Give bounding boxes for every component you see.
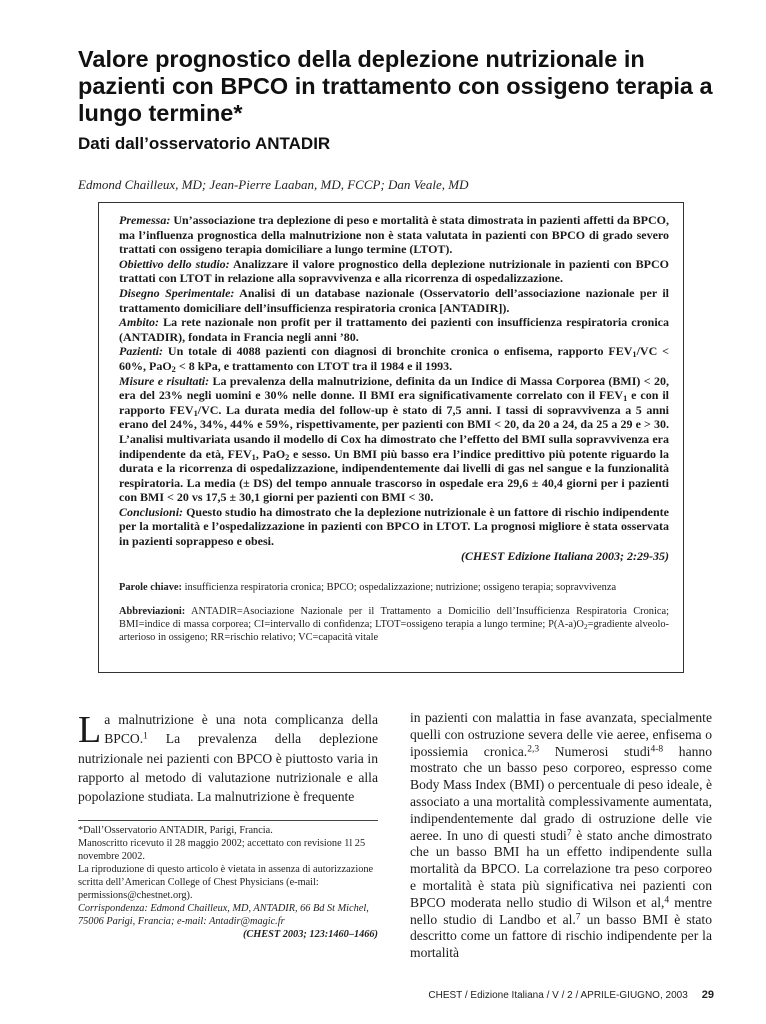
- abbreviations-label: Abbreviazioni:: [119, 605, 186, 617]
- misure-sub-1: 1: [623, 394, 628, 404]
- footer-journal: CHEST / Edizione Italiana / V / 2 / APRILE-GIUGNO, 2003: [428, 990, 688, 1001]
- abstract-premessa: [119, 213, 669, 257]
- right-text-f: un basso BMI è stato descritto come un fattore di rischio indipendente per la mortalità: [410, 911, 713, 961]
- left-text-b: La prevalenza della deplezione nutrizionale nei pazienti con BPCO è piuttosto varia in rapporto al metodo di valutazione nutrizionale e alla popolazione studiata. La malnutrizione è frequente: [78, 731, 378, 805]
- footnote-affiliation: *Dall’Osservatorio ANTADIR, Parigi, Francia.: [78, 825, 273, 836]
- abstract-pazienti: [119, 344, 669, 373]
- pazienti-sub-2: 2: [171, 365, 176, 375]
- right-ref-5: 7: [575, 912, 581, 923]
- body-paragraph-left: [78, 710, 378, 806]
- abbreviations-text-b: =gradiente alveolo-arterioso in ossigeno; RR=rischio relativo; VC=capacità vitale: [119, 619, 669, 644]
- right-text-a: in pazienti con malattia in fase avanzata, specialmente quelli con ostruzione severa delle vie aeree, enfisema o ipossiemia cronica.: [410, 710, 712, 759]
- page-footer: [420, 988, 714, 1003]
- abbreviations: [119, 605, 669, 645]
- misure-label: Misure e risultati:: [119, 373, 210, 388]
- dropcap: L: [78, 709, 102, 751]
- abstract-ambito: [119, 315, 669, 344]
- footnotes: [78, 824, 378, 941]
- right-text-b: Numerosi studi: [539, 743, 651, 759]
- abstract-box: [98, 202, 684, 673]
- body-column-right: [410, 710, 712, 962]
- misure-sub-4: 2: [285, 452, 290, 462]
- pazienti-text-a: Un totale di 4088 pazienti con diagnosi di bronchite cronica o enfisema, rapporto FEV: [167, 344, 633, 359]
- disegno-label: Disegno Sperimentale:: [119, 285, 235, 300]
- misure-sub-2: 1: [193, 408, 198, 418]
- misure-text-e: e sesso. Un BMI più basso era l’indice predittivo più potente riguardo la durata e la ricorrenza di ospedalizzazione, indipendentemente dai livelli di gas nel sangue e la funzionalità respiratoria. La media (± DS) del tempo annuale trascorso in ospedale era 29,6 ± 40,4 giorni per i pazienti con BMI < 20 vs 17,5 ± 30,1 giorni per pazienti con BMI < 30.: [119, 446, 669, 505]
- conclusioni-text: Questo studio ha dimostrato che la deplezione nutrizionale è un fattore di rischio indipendente per la mortalità e l’ospedalizzazione in pazienti con BPCO in LTOT. La prognosi migliore è stata osservata in pazienti soprappeso e obesi.: [119, 504, 669, 549]
- right-ref-3: 7: [566, 828, 572, 839]
- left-ref-1: 1: [143, 732, 148, 743]
- footnote-rule: [78, 820, 378, 821]
- left-text-a: a malnutrizione è una nota complicanza della BPCO.: [104, 712, 378, 747]
- right-text-e: mentre nello studio di Landbo et al.: [410, 894, 712, 927]
- obiettivo-text: Analizzare il valore prognostico della deplezione nutrizionale in pazienti con BPCO trattati con LTOT in relazione alla sopravvivenza e alla ricorrenza di ospedalizzazione.: [119, 256, 670, 286]
- ambito-text: La rete nazionale non profit per il trattamento dei pazienti con insufficienza respiratoria cronica (ANTADIR), fondata in Francia negli anni ’80.: [119, 315, 670, 344]
- right-text-c: hanno mostrato che un basso peso corporeo, espresso come Body Mass Index (BMI) o percentuale di peso ideale, è associato a una mortalità complessivamente aumentata, indipendentemente dal grado di ostruzione delle vie aeree. In uno di questi studi: [410, 743, 712, 843]
- disegno-text: Analisi di un database nazionale (Osservatorio dell’associazione nazionale per il trattamento domiciliare dell’insufficienza respiratoria cronica [ANTADIR]).: [119, 285, 670, 315]
- keywords-label: Parole chiave:: [119, 582, 182, 594]
- misure-text-a: La prevalenza della malnutrizione, definita da un Indice di Massa Corporea (BMI) < 20, era del 23% negli uomini e 30% nelle donne. Il BMI era significativamente correlato con il FEV: [119, 373, 669, 403]
- pazienti-text-c: < 8 kPa, e trattamento con LTOT tra il 1984 e il 1993.: [175, 358, 453, 373]
- right-text-d: è stato anche dimostrato che un basso BMI ha un effetto indipendente sulla mortalità da BPCO. La correlazione tra peso corporeo e mortalità è stata più significativa nei pazienti con BPCO moderata nello studio di Wilson et al,: [410, 827, 712, 910]
- authors: Edmond Chailleux, MD; Jean-Pierre Laaban, MD, FCCP; Dan Veale, MD: [78, 177, 469, 192]
- footnote-correspondence: Corrispondenza: Edmond Chailleux, MD, ANTADIR, 66 Bd St Michel, 75006 Parigi, Francia; e-mail: Antadir@magic.fr: [78, 903, 369, 927]
- abstract-citation: (CHEST Edizione Italiana 2003; 2:29-35): [460, 548, 669, 563]
- right-ref-2: 4-8: [650, 744, 664, 755]
- body-paragraph-right: [410, 710, 712, 962]
- ambito-label: Ambito:: [119, 315, 160, 330]
- obiettivo-label: Obiettivo dello studio:: [119, 256, 230, 271]
- abstract-disegno: [119, 286, 669, 315]
- pazienti-sub-1: 1: [632, 350, 637, 360]
- abbreviations-sub: 2: [583, 622, 588, 631]
- keywords-text: insufficienza respiratoria cronica; BPCO; ospedalizzazione; nutrizione; ossigeno terapia; sopravvivenza: [184, 582, 617, 594]
- keywords: [119, 581, 669, 594]
- premessa-text: Un’associazione tra deplezione di peso e mortalità è stata dimostrata in pazienti affetti da BPCO, ma l’influenza prognostica della malnutrizione non è stata valutata in pazienti con BPCO di grado severo trattati con ossigeno terapia domiciliare a lungo termine (LTOT).: [119, 213, 670, 257]
- right-ref-4: 4: [664, 895, 670, 906]
- pazienti-label: Pazienti:: [119, 344, 163, 359]
- right-ref-1: 2,3: [527, 744, 540, 755]
- misure-text-c: /VC. La durata media del follow-up è stato di 7,5 anni. I tassi di sopravvivenza a 5 anni erano del 24%, 34%, 44% e 59%, rispettivamente, per pazienti con BMI < 20, da 20 a 24, da 25 a 29 e > 30. L’analisi multivariata usando il modello di Cox ha dimostrato che l’effetto del BMI sulla sopravvivenza era indipendente da età, FEV: [119, 402, 669, 461]
- page-number: 29: [701, 989, 714, 1001]
- misure-text-d: , PaO: [255, 446, 286, 461]
- misure-sub-3: 1: [251, 452, 256, 462]
- premessa-label: Premessa:: [119, 213, 171, 227]
- abbreviations-text-a: ANTADIR=Asociazione Nazionale per il Trattamento a Domicilio dell’Insufficienza Respiratoria Cronica; BMI=indice di massa corporea; CI=intervallo di confidenza; LTOT=ossigeno terapia a lungo termine; P(A-a)O: [119, 605, 669, 631]
- misure-text-b: e con il rapporto FEV: [119, 388, 669, 417]
- article-title: Valore prognostico della deplezione nutrizionale in pazienti con BPCO in trattamento con ossigeno terapia a lungo termine*: [78, 46, 713, 126]
- abstract-obiettivo: [119, 257, 669, 286]
- conclusioni-label: Conclusioni:: [119, 504, 184, 519]
- article-subtitle: Dati dall’osservatorio ANTADIR: [78, 134, 331, 153]
- pazienti-text-b: /VC < 60%, PaO: [119, 344, 669, 373]
- footnote-citation: (CHEST 2003; 123:1460–1466): [242, 929, 378, 940]
- abstract-conclusioni: [119, 505, 669, 549]
- abstract-misure: [119, 374, 669, 505]
- abstract-text: [119, 213, 669, 549]
- footnote-received: Manoscritto ricevuto il 28 maggio 2002; accettato con revisione 1l 25 novembre 2002.: [78, 838, 366, 862]
- body-column-left: [78, 710, 378, 806]
- footnote-reproduction: La riproduzione di questo articolo è vietata in assenza di autorizzazione scritta dell’American College of Chest Physicians (e-mail: permissions@chestnet.org).: [78, 864, 374, 901]
